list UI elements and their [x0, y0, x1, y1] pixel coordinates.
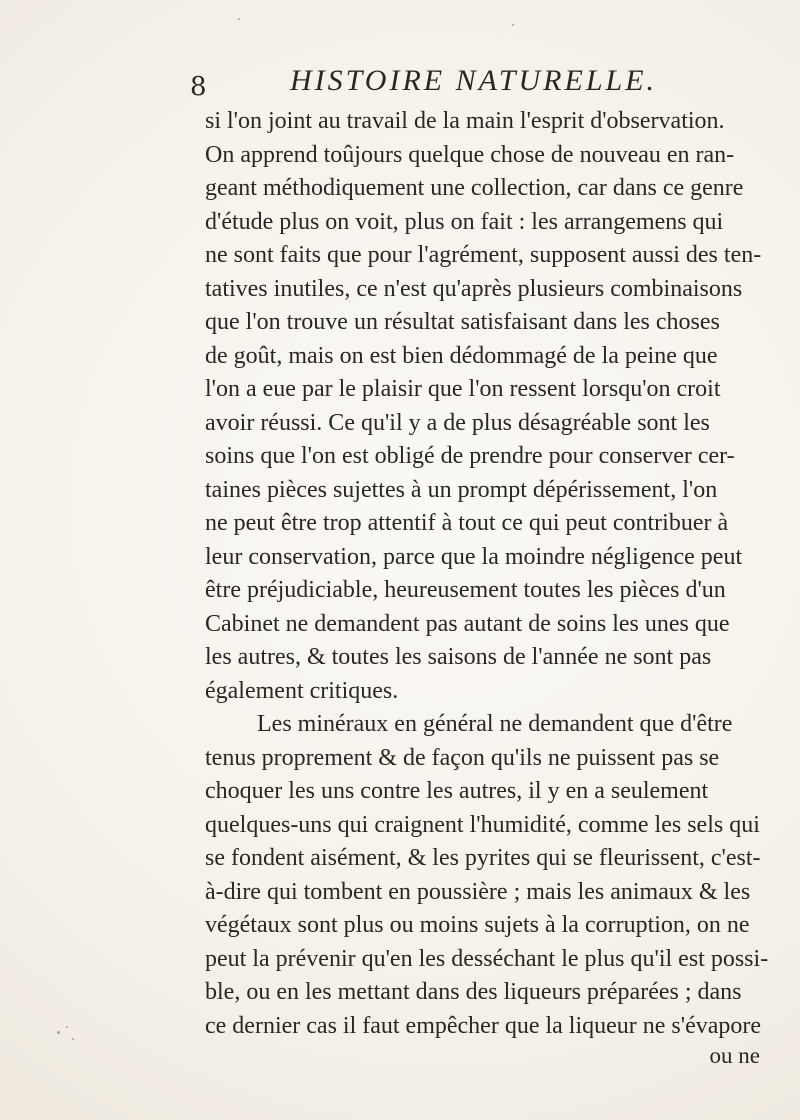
- page-number: 8: [190, 72, 208, 102]
- paragraph-start-line: Les minéraux en général ne demandent que d'être: [257, 711, 733, 737]
- paper-speck: [238, 18, 240, 20]
- paper-speck: [57, 1031, 60, 1034]
- text-line: ne peut être trop attentif à tout ce qui peut contribuer à: [205, 510, 729, 536]
- text-line: que l'on trouve un résultat satisfaisant dans les choses: [205, 309, 720, 335]
- text-line: taines pièces sujettes à un prompt dépérissement, l'on: [205, 476, 718, 503]
- text-line: avoir réussi. Ce qu'il y a de plus désagréable sont les: [205, 409, 710, 436]
- text-line: de goût, mais on est bien dédommagé de la peine que: [205, 342, 718, 369]
- text-line: l'on a eue par le plaisir que l'on ressent lorsqu'on croit: [205, 376, 721, 402]
- text-line: se fondent aisément, & les pyrites qui se fleurissent, c'est-: [205, 845, 761, 871]
- paper-speck: [512, 24, 514, 26]
- running-head: [190, 64, 750, 104]
- text-line: être préjudiciable, heureusement toutes les pièces d'un: [205, 577, 726, 603]
- text-line: ce dernier cas il faut empêcher que la liqueur ne s'évapore: [205, 1012, 762, 1039]
- text-line: ne sont faits que pour l'agrément, supposent aussi des ten-: [205, 242, 762, 268]
- text-line: à-dire qui tombent en poussière ; mais les animaux & les: [205, 878, 751, 905]
- text-line: quelques-uns qui craignent l'humidité, comme les sels qui: [205, 811, 760, 838]
- running-title: HISTOIRE NATURELLE.: [290, 64, 658, 97]
- text-line: On apprend toûjours quelque chose de nouveau en ran-: [205, 141, 735, 168]
- body-text: [205, 105, 780, 1043]
- text-line: les autres, & toutes les saisons de l'année ne sont pas: [205, 644, 712, 670]
- paper-speck: [66, 1026, 68, 1028]
- text-line: choquer les uns contre les autres, il y en a seulement: [205, 778, 709, 804]
- text-line: tatives inutiles, ce n'est qu'après plusieurs combinaisons: [205, 275, 743, 302]
- text-line: Cabinet ne demandent pas autant de soins les unes que: [205, 610, 730, 637]
- text-line: ble, ou en les mettant dans des liqueurs préparées ; dans: [205, 979, 742, 1005]
- text-line: végétaux sont plus ou moins sujets à la corruption, on ne: [205, 912, 750, 938]
- text-line: tenus proprement & de façon qu'ils ne puissent pas se: [205, 744, 720, 771]
- text-line: leur conservation, parce que la moindre négligence peut: [205, 543, 743, 570]
- text-line: si l'on joint au travail de la main l'esprit d'observation.: [205, 108, 725, 134]
- text-line: d'étude plus on voit, plus on fait : les arrangemens qui: [205, 208, 724, 235]
- text-line: également critiques.: [205, 677, 399, 704]
- paper-speck: [72, 1038, 74, 1040]
- catchword: ou ne: [709, 1043, 760, 1068]
- text-line: soins que l'on est obligé de prendre pour conserver cer-: [205, 443, 735, 469]
- text-line: geant méthodiquement une collection, car dans ce genre: [205, 175, 744, 201]
- text-line: peut la prévenir qu'en les desséchant le plus qu'il est possi-: [205, 945, 769, 972]
